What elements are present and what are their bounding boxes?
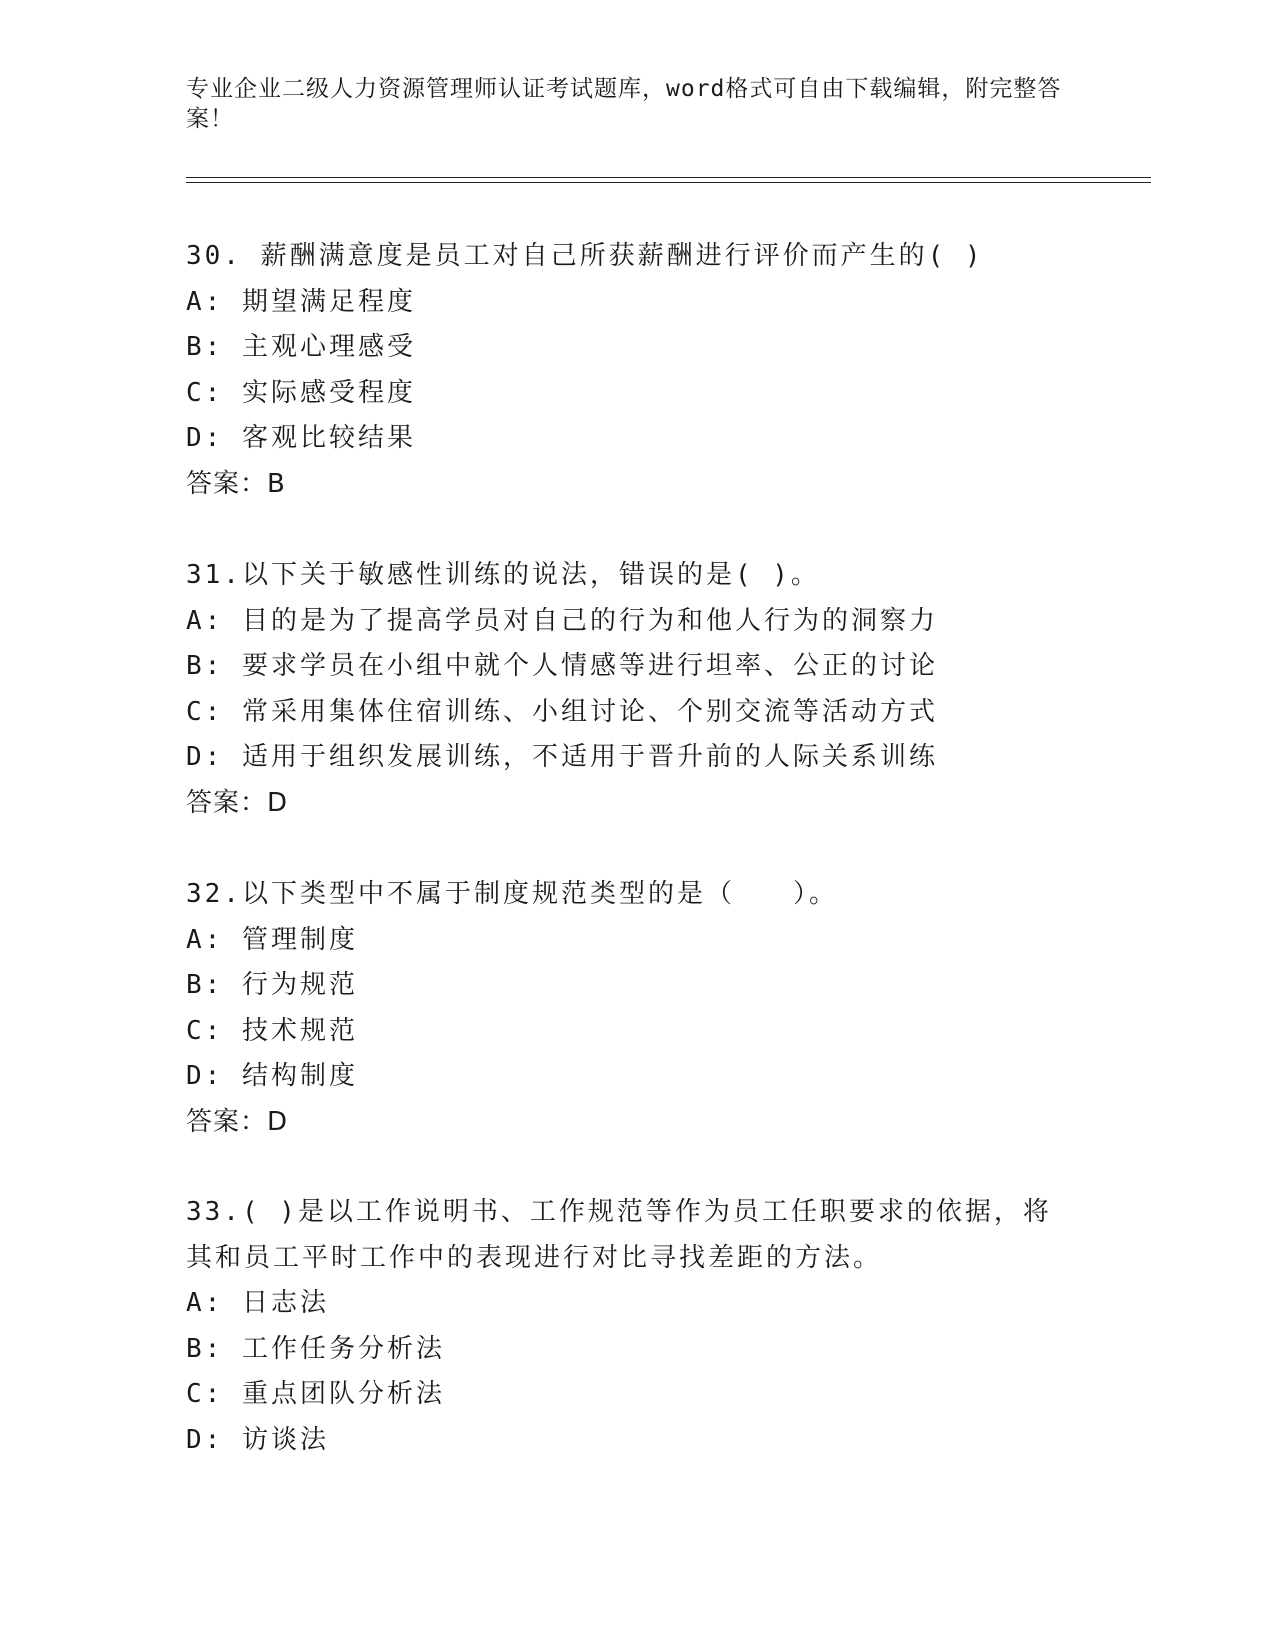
option-a: A: 日志法 (186, 1288, 329, 1318)
question-block-30 (186, 234, 1066, 507)
header-divider-top (186, 177, 1151, 178)
option-b: B: 行为规范 (186, 970, 358, 1000)
question-stem: 30. 薪酬满意度是员工对自己所获薪酬进行评价而产生的( ) (186, 241, 984, 271)
answer-line: 答案：D (186, 1106, 289, 1137)
question-stem: 31.以下关于敏感性训练的说法，错误的是( )。 (186, 560, 820, 590)
option-c: C: 技术规范 (186, 1015, 358, 1046)
option-b: B: 主观心理感受 (186, 332, 416, 362)
option-d: D: 客观比较结果 (186, 423, 416, 453)
question-stem: 33.( )是以工作说明书、工作规范等作为员工任职要求的依据，将其和员工平时工作中的表现进行对比寻找差距的方法。 (186, 1197, 1052, 1273)
document-header: 专业企业二级人力资源管理师认证考试题库，word格式可自由下载编辑，附完整答案！ (186, 76, 1062, 132)
question-stem: 32.以下类型中不属于制度规范类型的是（ ）。 (186, 879, 838, 909)
option-b: B: 要求学员在小组中就个人情感等进行坦率、公正的讨论 (186, 651, 938, 681)
option-a: A: 期望满足程度 (186, 286, 416, 317)
option-d: D: 访谈法 (186, 1424, 329, 1455)
option-b: B: 工作任务分析法 (186, 1333, 445, 1364)
question-block-33 (186, 1190, 1066, 1463)
question-block-31 (186, 553, 1066, 826)
option-d: D: 适用于组织发展训练，不适用于晋升前的人际关系训练 (186, 742, 938, 772)
option-d: D: 结构制度 (186, 1061, 358, 1091)
answer-line: 答案：B (186, 468, 286, 499)
header-divider-bottom (186, 182, 1151, 183)
option-c: C: 实际感受程度 (186, 377, 416, 408)
option-c: C: 重点团队分析法 (186, 1379, 445, 1409)
answer-line: 答案：D (186, 787, 289, 818)
option-a: A: 管理制度 (186, 924, 358, 955)
option-a: A: 目的是为了提高学员对自己的行为和他人行为的洞察力 (186, 605, 938, 636)
question-block-32 (186, 872, 1066, 1145)
option-c: C: 常采用集体住宿训练、小组讨论、个别交流等活动方式 (186, 696, 938, 727)
